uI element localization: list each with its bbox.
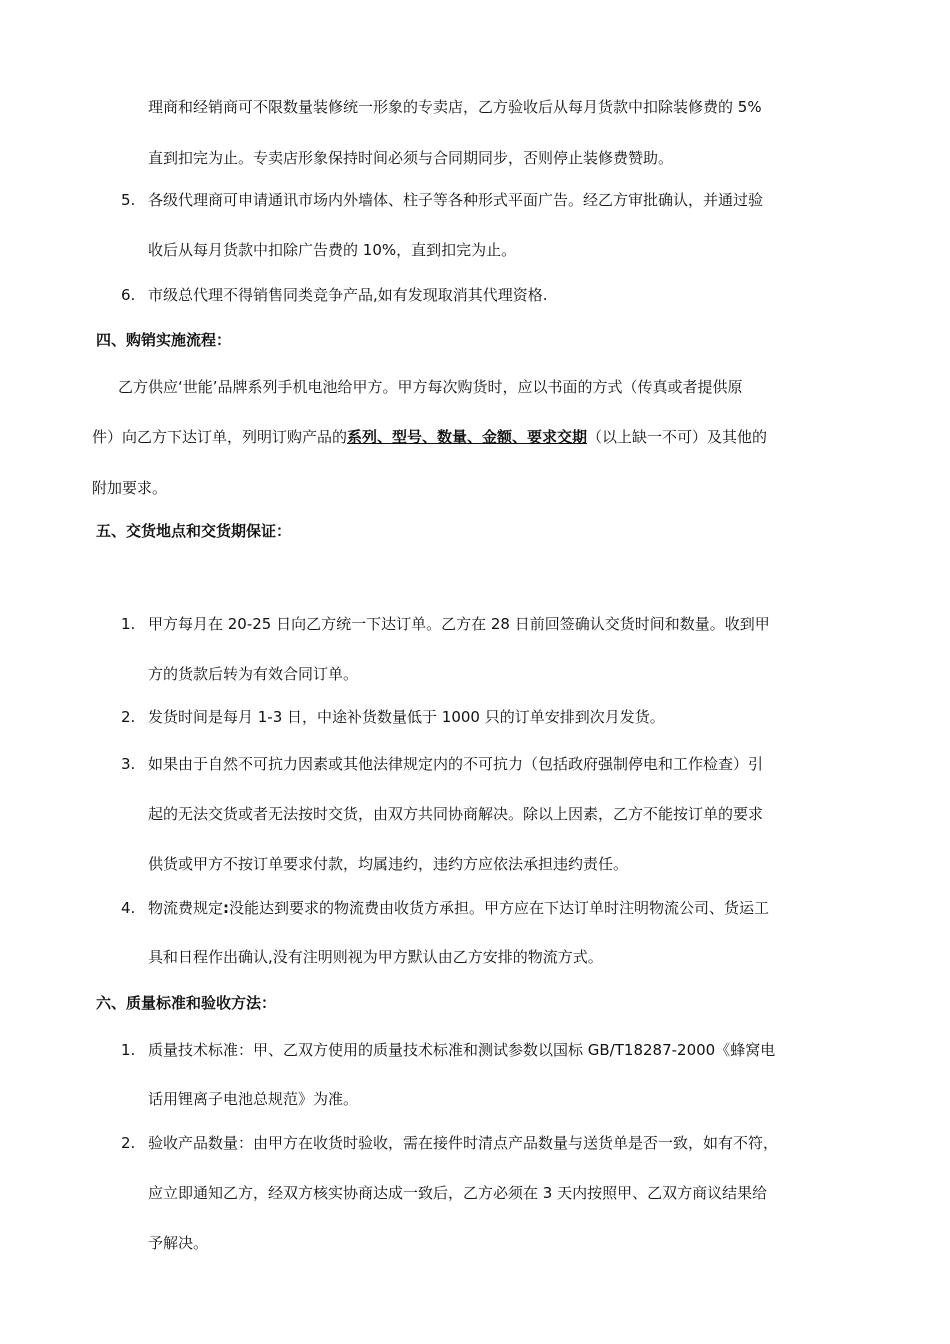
list-number-5-3: 3. — [121, 755, 136, 773]
s5-item4-line-2: 具和日程作出确认,没有注明则视为甲方默认由乙方安排的物流方式。 — [148, 948, 603, 966]
logistics-fee-label: 物流费规定 — [148, 899, 224, 917]
logistics-fee-text: 没能达到要求的物流费由收货方承担。甲方应在下达订单时注明物流公司、货运工 — [229, 899, 770, 917]
section4-para-text-c: （以上缺一不可）及其他的 — [587, 428, 768, 446]
s6-item1-line-2: 话用锂离子电池总规范》为准。 — [148, 1090, 359, 1108]
s5-item1-line-1: 甲方每月在 20-25 日向乙方统一下达订单。乙方在 28 日前回签确认交货时间和数量。收到甲 — [148, 615, 770, 633]
section4-heading: 四、购销实施流程： — [96, 331, 232, 349]
list-number-5: 5. — [121, 191, 136, 209]
s5-item3-line-2: 起的无法交货或者无法按时交货，由双方共同协商解决。除以上因素，乙方不能按订单的要求 — [148, 805, 764, 823]
s6-item2-line-3: 予解决。 — [148, 1234, 209, 1252]
s6-item1-line-1: 质量技术标准：甲、乙双方使用的质量技术标准和测试参数以国标 GB/T18287-2000《蜂窝电 — [148, 1041, 776, 1059]
section4-para-line-2 — [92, 427, 767, 447]
intro-line-1: 理商和经销商可不限数量装修统一形象的专卖店，乙方验收后从每月货款中扣除装修费的 5% — [148, 98, 762, 116]
section4-para-line-1: 乙方供应‘世能’品牌系列手机电池给甲方。甲方每次购货时，应以书面的方式（传真或者提供原 — [118, 378, 743, 396]
list-number-6: 6. — [121, 286, 136, 304]
s5-item3-line-3: 供货或甲方不按订单要求付款，均属违约，违约方应依法承担违约责任。 — [148, 855, 629, 873]
intro-line-2: 直到扣完为止。专卖店形象保持时间必须与合同期同步，否则停止装修费赞助。 — [148, 149, 674, 167]
section4-para-line-3: 附加要求。 — [92, 479, 168, 497]
list-number-6-2: 2. — [121, 1134, 136, 1152]
section5-heading: 五、交货地点和交货期保证： — [96, 522, 292, 540]
s6-item2-line-1: 验收产品数量：由甲方在收货时验收，需在接件时清点产品数量与送货单是否一致，如有不符， — [148, 1134, 779, 1152]
list-number-5-2: 2. — [121, 708, 136, 726]
s5-item4-line-1 — [148, 898, 769, 918]
section4-para-text-a: 件）向乙方下达订单，列明订购产品的 — [92, 428, 348, 446]
list-number-5-1: 1. — [121, 615, 136, 633]
required-order-fields: 系列、型号、数量、金额、要求交期 — [347, 428, 588, 446]
s5-item1-line-2: 方的货款后转为有效合同订单。 — [148, 665, 359, 683]
logistics-fee-colon: : — [223, 899, 230, 917]
s5-item2-line-1: 发货时间是每月 1-3 日，中途补货数量低于 1000 只的订单安排到次月发货。 — [148, 708, 665, 726]
item5-line-1: 各级代理商可申请通讯市场内外墙体、柱子等各种形式平面广告。经乙方审批确认，并通过验 — [148, 191, 764, 209]
list-number-5-4: 4. — [121, 899, 136, 917]
s6-item2-line-2: 应立即通知乙方，经双方核实协商达成一致后，乙方必须在 3 天内按照甲、乙双方商议结果给 — [148, 1184, 768, 1202]
list-number-6-1: 1. — [121, 1041, 136, 1059]
section6-heading: 六、质量标准和验收方法： — [96, 994, 277, 1012]
item5-line-2: 收后从每月货款中扣除广告费的 10%，直到扣完为止。 — [148, 241, 517, 259]
s5-item3-line-1: 如果由于自然不可抗力因素或其他法律规定内的不可抗力（包括政府强制停电和工作检查）引 — [148, 755, 764, 773]
item6-line-1: 市级总代理不得销售同类竞争产品,如有发现取消其代理资格. — [148, 286, 548, 304]
